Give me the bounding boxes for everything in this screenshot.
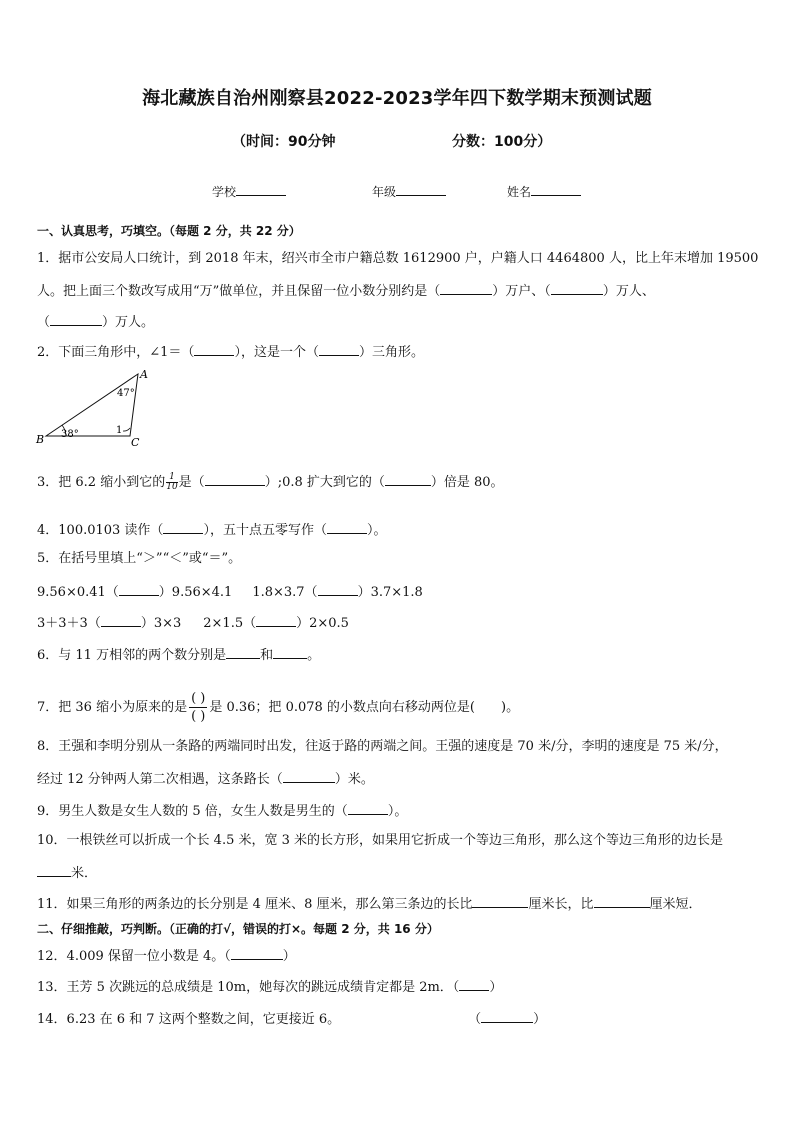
school-label: 学校 xyxy=(212,185,237,199)
q2-blank-2[interactable] xyxy=(319,342,359,356)
q9-blank[interactable] xyxy=(348,801,388,815)
triangle-shape xyxy=(46,374,138,436)
q8-blank[interactable] xyxy=(283,769,335,783)
q7-numerator-blank[interactable]: ( ) xyxy=(191,691,206,706)
question-8-line-2 xyxy=(37,769,374,789)
question-1-line-1: 1．据市公安局人口统计，到 2018 年末，绍兴市全市户籍总数 1612900 户，户籍人口 4464800 人，比上年末增加 19500 xyxy=(37,251,759,266)
q8-text: ）米。 xyxy=(334,772,374,787)
exam-score: 分数：100分） xyxy=(452,134,552,150)
q4-blank-1[interactable] xyxy=(163,520,203,534)
q6-text: 6．与 11 万相邻的两个数分别是 xyxy=(37,648,227,663)
q1-text: ）万人、 xyxy=(602,284,655,299)
q14-text: ） xyxy=(533,1012,547,1027)
fraction-denominator: 10 xyxy=(166,482,178,492)
q3-text: 是（ xyxy=(178,475,205,490)
q5-text: ）3×3 xyxy=(140,616,182,631)
q7-text: 是 0.36；把 0.078 的小数点向右移动两位是( xyxy=(209,700,475,715)
fraction-one-tenth xyxy=(166,473,177,492)
name-label: 姓名 xyxy=(507,185,532,199)
q2-text: 2．下面三角形中，∠1＝（ xyxy=(37,345,195,360)
angle-b-value: 38° xyxy=(61,429,79,440)
q2-text: ），这是一个（ xyxy=(234,345,319,360)
question-6 xyxy=(37,645,320,665)
q5-blank-1[interactable] xyxy=(119,582,159,596)
q1-text: ）万户、（ xyxy=(492,284,551,299)
q5-text: ）3.7×1.8 xyxy=(357,585,423,600)
q5-blank-2[interactable] xyxy=(318,582,358,596)
q5-text: ）9.56×4.1 xyxy=(158,585,233,600)
q14-blank[interactable] xyxy=(481,1009,533,1023)
q1-text: （ xyxy=(37,315,51,330)
q14-text: （ xyxy=(468,1012,482,1027)
q10-text: 米． xyxy=(71,866,98,881)
section-1-heading: 一、认真思考，巧填空。（每题 2 分，共 22 分） xyxy=(37,224,301,238)
q5-text: ）2×0.5 xyxy=(296,616,349,631)
question-3 xyxy=(37,472,504,492)
q7-text: 7．把 36 缩小为原来的是 xyxy=(37,700,188,715)
grade-blank[interactable] xyxy=(396,182,446,196)
q7-denominator-blank[interactable]: ( ) xyxy=(191,709,206,724)
q6-blank-1[interactable] xyxy=(226,645,260,659)
question-2 xyxy=(37,342,424,362)
triangle-figure xyxy=(34,366,154,450)
question-11 xyxy=(37,894,702,914)
question-1-line-2 xyxy=(37,281,655,301)
section-2-heading: 二、仔细推敲，巧判断。（正确的打√，错误的打×。每题 2 分，共 16 分） xyxy=(37,922,439,936)
exam-time: （时间：90分钟 xyxy=(232,134,336,150)
q14-text: 14．6.23 在 6 和 7 这两个整数之间，它更接近 6。 xyxy=(37,1012,341,1027)
q13-blank[interactable] xyxy=(459,977,489,991)
q10-blank[interactable] xyxy=(37,863,71,877)
page-title: 海北藏族自治州刚察县2022-2023学年四下数学期末预测试题 xyxy=(142,88,652,109)
q4-text: 4．100.0103 读作（ xyxy=(37,523,164,538)
q7-text: )。 xyxy=(501,700,520,715)
q7-fraction-blank[interactable] xyxy=(189,690,207,725)
school-blank[interactable] xyxy=(236,182,286,196)
q8-text: 经过 12 分钟两人第二次相遇，这条路长（ xyxy=(37,772,283,787)
vertex-a-label: A xyxy=(140,368,148,381)
name-blank[interactable] xyxy=(531,182,581,196)
q12-text: ） xyxy=(282,949,296,964)
q9-text: 9．男生人数是女生人数的 5 倍，女生人数是男生的（ xyxy=(37,804,348,819)
q4-blank-2[interactable] xyxy=(327,520,367,534)
question-10-line-1: 10．一根铁丝可以折成一个长 4.5 米，宽 3 米的长方形，如果用它折成一个等边三角形，那么这个等边三角形的边长是 xyxy=(37,833,724,848)
q5-blank-4[interactable] xyxy=(256,613,296,627)
q5-text: 3＋3＋3（ xyxy=(37,616,101,631)
q13-text: ） xyxy=(489,980,503,995)
q4-text: ）。 xyxy=(366,523,387,538)
q12-text: 12．4.009 保留一位小数是 4。（ xyxy=(37,949,231,964)
q5-text: 9.56×0.41（ xyxy=(37,585,119,600)
q11-text: 厘米短． xyxy=(649,897,702,912)
q2-blank-1[interactable] xyxy=(194,342,234,356)
vertex-b-label: B xyxy=(36,433,45,446)
question-12 xyxy=(37,946,296,966)
question-1-line-3 xyxy=(37,312,154,332)
school-field xyxy=(212,182,286,200)
q13-text: 13．王芳 5 次跳远的总成绩是 10m，她每次的跳远成绩肯定都是 2m．（ xyxy=(37,980,460,995)
q1-text: 人。把上面三个数改写成用“万”做单位，并且保留一位小数分别约是（ xyxy=(37,284,441,299)
question-10-line-2 xyxy=(37,863,97,883)
question-5-prompt: 5．在括号里填上“＞”“＜”或“＝”。 xyxy=(37,551,242,566)
q3-text: ）倍是 80。 xyxy=(430,475,504,490)
q5-text: 1.8×3.7（ xyxy=(252,585,318,600)
q11-text: 厘米长，比 xyxy=(528,897,594,912)
q11-blank-1[interactable] xyxy=(472,894,528,908)
angle-1-label: 1 xyxy=(116,425,123,436)
q4-text: ），五十点五零写作（ xyxy=(203,523,327,538)
q3-text: ）;0.8 扩大到它的（ xyxy=(264,475,385,490)
q3-blank-2[interactable] xyxy=(385,472,431,486)
question-5-row-2 xyxy=(37,613,349,633)
q1-blank-1[interactable] xyxy=(440,281,492,295)
q1-blank-3[interactable] xyxy=(50,312,102,326)
q2-text: ）三角形。 xyxy=(358,345,424,360)
name-field xyxy=(507,182,581,200)
q6-text: 。 xyxy=(307,648,321,663)
q12-blank[interactable] xyxy=(231,946,283,960)
question-8-line-1: 8．王强和李明分别从一条路的两端同时出发，往返于路的两端之间。王强的速度是 70 米/分，李明的速度是 75 米/分， xyxy=(37,739,728,754)
q3-blank-1[interactable] xyxy=(205,472,265,486)
q6-blank-2[interactable] xyxy=(273,645,307,659)
q11-text: 11．如果三角形的两条边的长分别是 4 厘米、8 厘米，那么第三条边的长比 xyxy=(37,897,473,912)
grade-label: 年级 xyxy=(372,185,397,199)
q6-text: 和 xyxy=(260,648,274,663)
question-4 xyxy=(37,520,386,540)
q5-text: 2×1.5（ xyxy=(203,616,257,631)
q11-blank-2[interactable] xyxy=(594,894,650,908)
q1-text: ）万人。 xyxy=(102,315,155,330)
question-5-row-1 xyxy=(37,582,423,602)
fraction-numerator: 1 xyxy=(166,473,177,483)
question-14 xyxy=(37,1009,546,1029)
angle-c-arc xyxy=(123,428,130,431)
question-13 xyxy=(37,977,502,997)
vertex-c-label: C xyxy=(131,436,140,449)
question-7 xyxy=(37,690,519,725)
q9-text: ）。 xyxy=(387,804,408,819)
q5-blank-3[interactable] xyxy=(101,613,141,627)
grade-field xyxy=(372,182,446,200)
q3-text: 3．把 6.2 缩小到它的 xyxy=(37,475,166,490)
q1-blank-2[interactable] xyxy=(551,281,603,295)
angle-a-value: 47° xyxy=(117,388,135,399)
question-9 xyxy=(37,801,407,821)
